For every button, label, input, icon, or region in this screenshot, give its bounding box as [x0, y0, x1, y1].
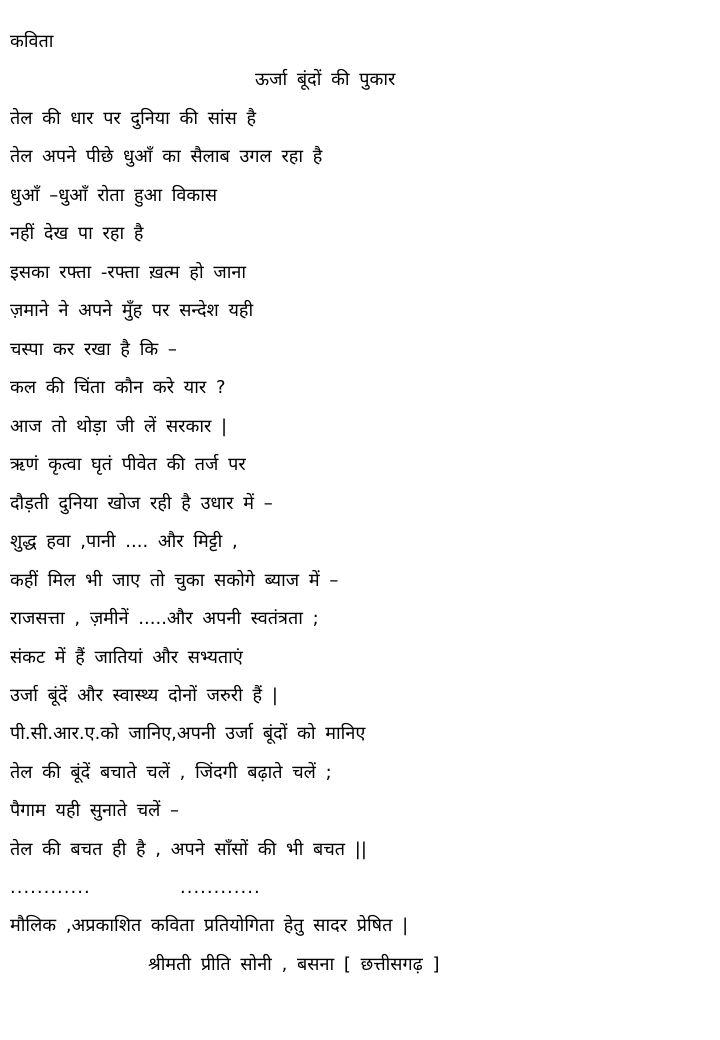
genre-label: कविता [10, 31, 54, 52]
poem-line: धुआँ –धुआँ रोता हुआ विकास [10, 185, 218, 206]
poem-line: आज तो थोड़ा जी लें सरकार | [10, 416, 228, 437]
poem-line: शुद्ध हवा ,पानी .... और मिट्टी , [10, 531, 238, 552]
submission-note: मौलिक ,अप्रकाशित कविता प्रतियोगिता हेतु सादर प्रेषित | [10, 915, 409, 936]
separator-dots-right: ............ [180, 877, 261, 898]
poem-line: तेल की बूंदें बचाते चलें , जिंदगी बढ़ाते चलें ; [10, 762, 332, 783]
poem-line: नहीं देख पा रहा है [10, 223, 144, 244]
poem-line: कल की चिंता कौन करे यार ? [10, 377, 226, 398]
separator-dots-left: ............ [10, 877, 91, 898]
poem-title: ऊर्जा बूंदों की पुकार [255, 69, 396, 90]
poem-line: दौड़ती दुनिया खोज रही है उधार में – [10, 493, 273, 514]
poem-line: संकट में हैं जातियां और सभ्यताएं [10, 647, 243, 668]
poem-line: ज़माने ने अपने मुँह पर सन्देश यही [10, 300, 254, 321]
poem-line: ऋणं कृत्वा घृतं पीवेत की तर्ज पर [10, 454, 246, 475]
poem-line: तेल की धार पर दुनिया की सांस है [10, 108, 257, 129]
poem-line: तेल अपने पीछे धुआँ का सैलाब उगल रहा है [10, 146, 323, 167]
poem-line: उर्जा बूंदें और स्वास्थ्य दोनों जरुरी हैं | [10, 685, 278, 706]
poem-line: चस्पा कर रखा है कि – [10, 339, 177, 360]
poem-line: कहीं मिल भी जाए तो चुका सकोगे ब्याज में – [10, 570, 339, 591]
poem-line: पैगाम यही सुनाते चलें – [10, 800, 180, 821]
poem-line: तेल की बचत ही है , अपने साँसों की भी बचत || [10, 839, 367, 860]
poem-line: इसका रफ्ता -रफ्ता ख़त्म हो जाना [10, 262, 247, 283]
poem-line: राजसत्ता , ज़मीनें .....और अपनी स्वतंत्रता ; [10, 608, 319, 629]
author-signature: श्रीमती प्रीति सोनी , बसना [ छत्तीसगढ़ ] [148, 954, 440, 975]
poem-line: पी.सी.आर.ए.को जानिए,अपनी उर्जा बूंदों को मानिए [10, 723, 366, 744]
